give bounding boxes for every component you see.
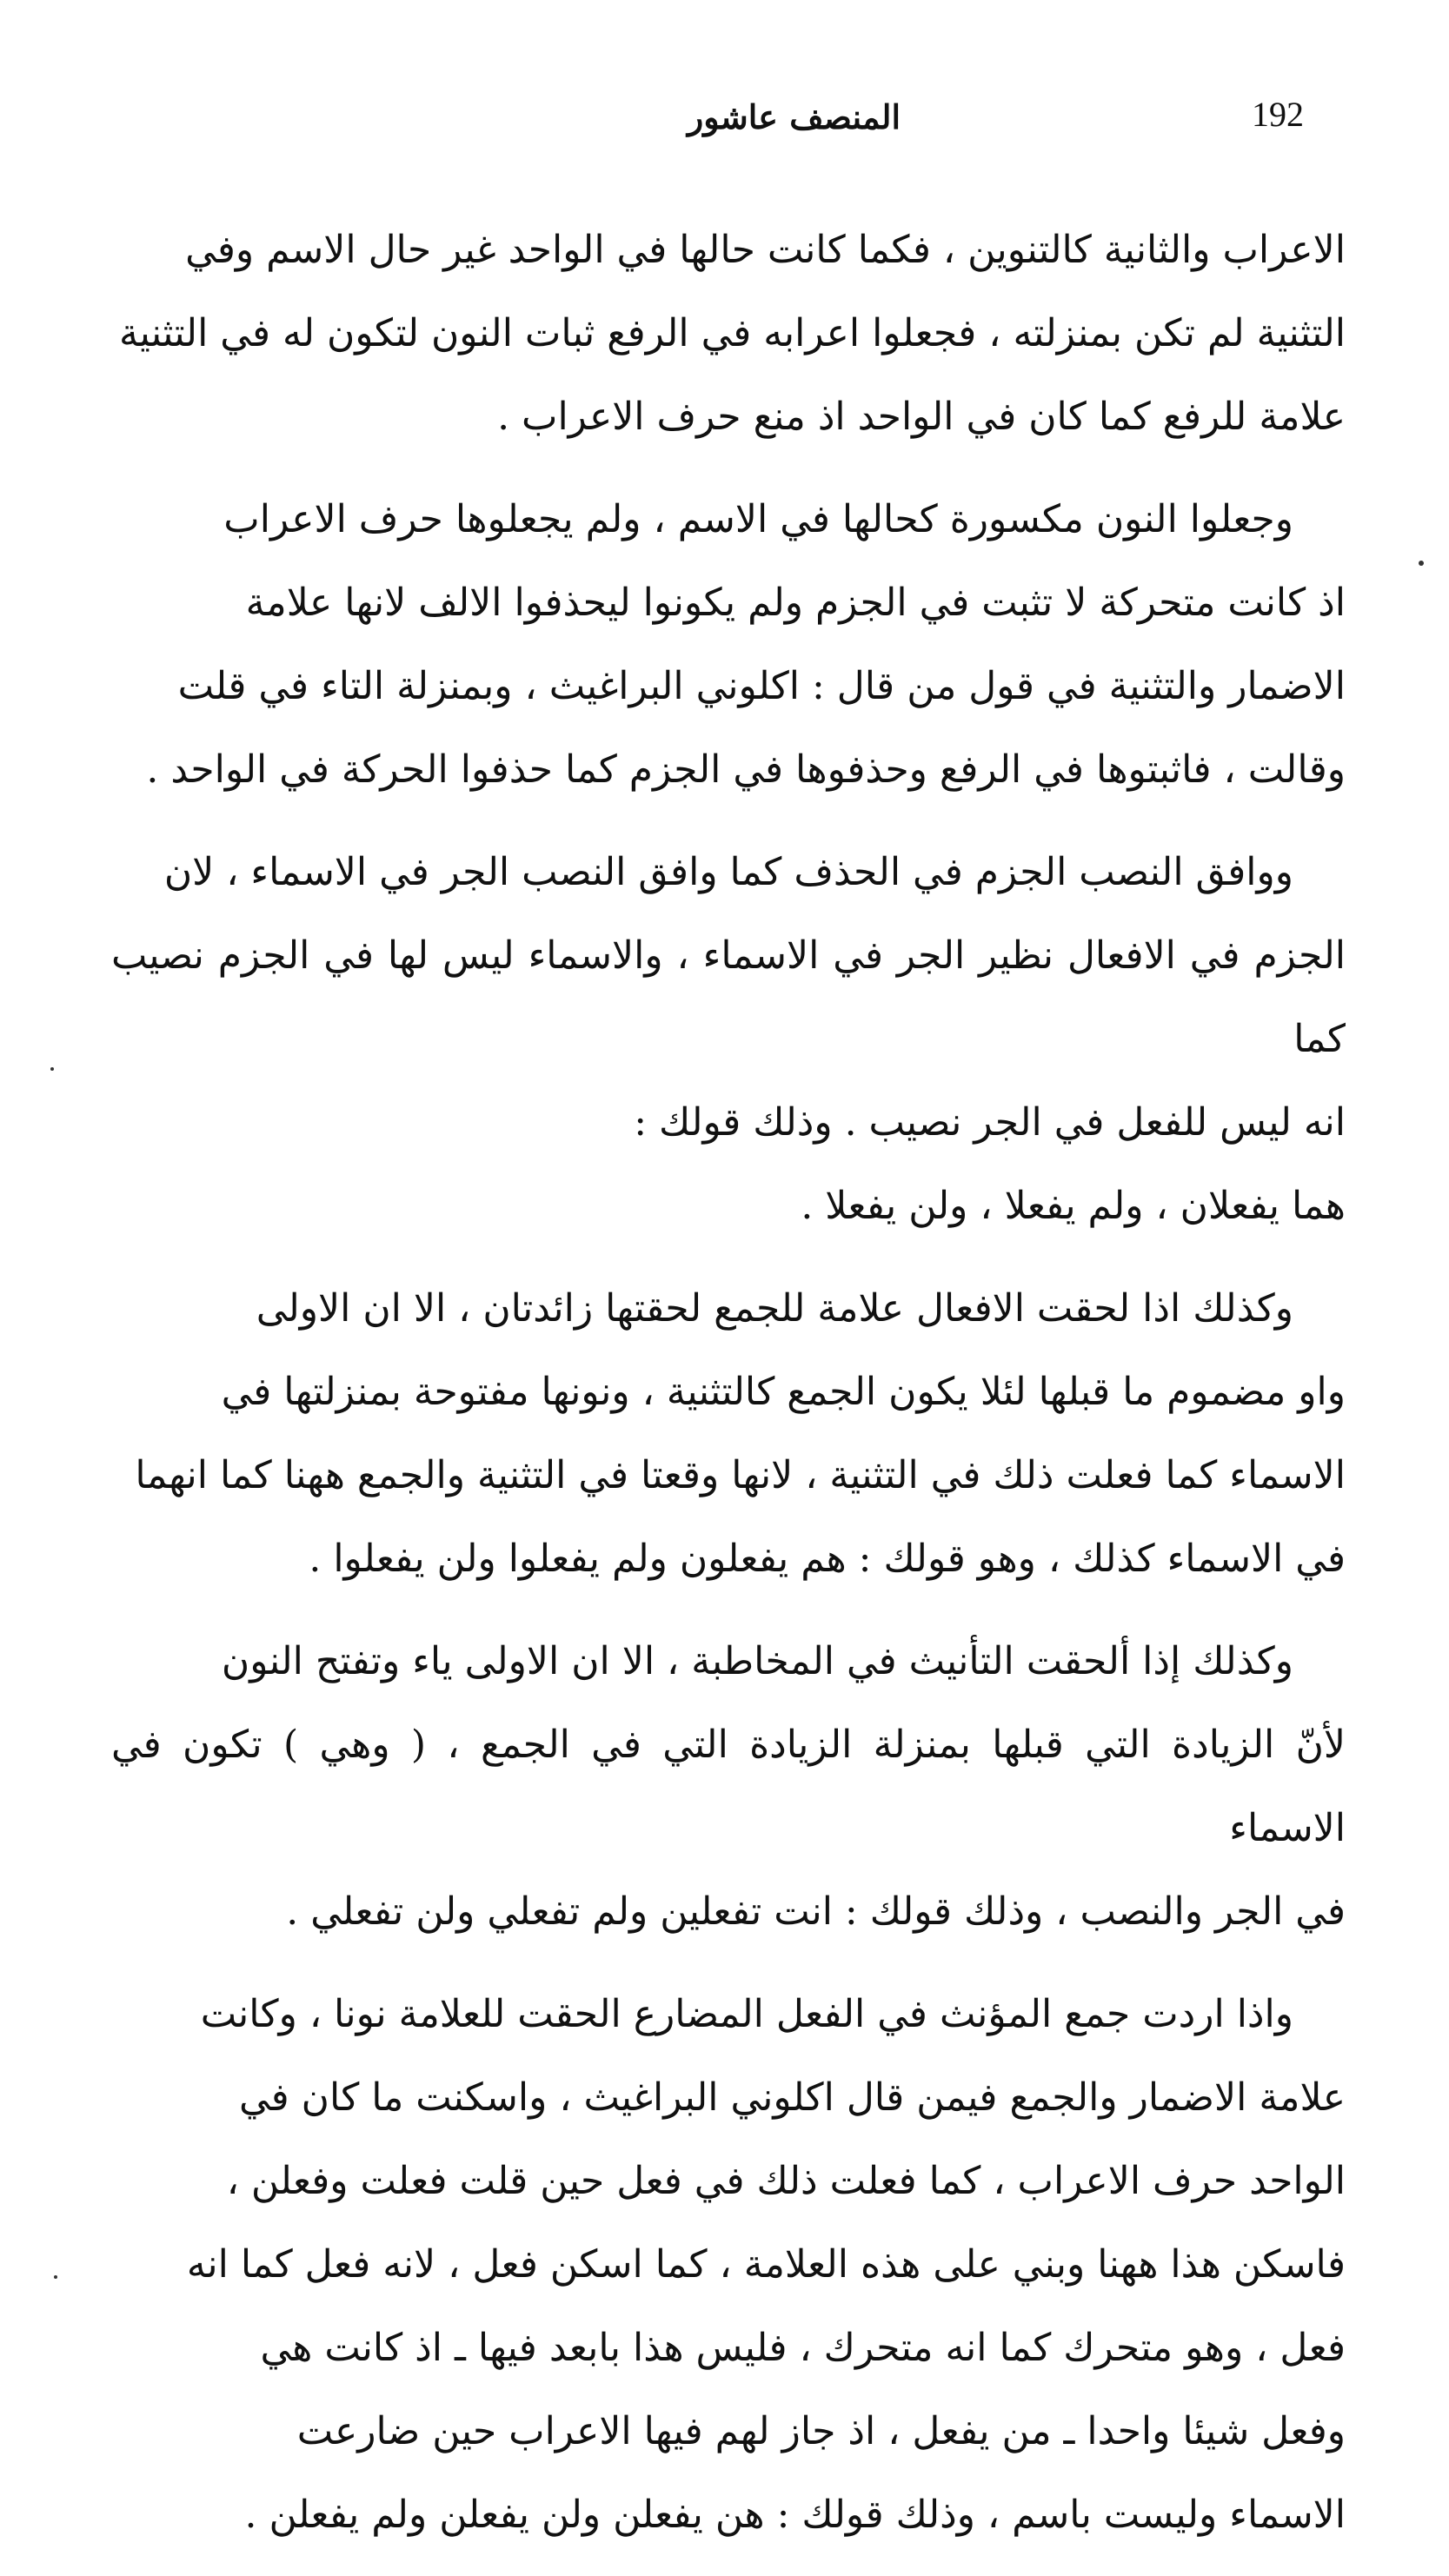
text-line: وكذلك إذا ألحقت التأنيث في المخاطبة ، الا ان الاولى ياء وتفتح النون [221,1639,1293,1683]
text-line: الاسماء كما فعلت ذلك في التثنية ، لانها وقعتا في التثنية والجمع ههنا كما انهما [135,1453,1346,1497]
text-line: وجعلوا النون مكسورة كحالها في الاسم ، ولم يجعلوها حرف الاعراب [223,497,1293,541]
text-line: لأنّ الزيادة التي قبلها بمنزلة الزيادة التي في الجمع ، ( وهي ) تكون في الاسماء [111,1723,1346,1850]
paragraph-5 [111,1620,1346,1954]
text-line: ووافق النصب الجزم في الحذف كما وافق النصب الجر في الاسماء ، لان [163,850,1293,894]
text-line: الاسماء وليست باسم ، وذلك قولك : هن يفعلن ولن يفعلن ولم يفعلن . [244,2493,1346,2537]
text-line: الاعراب والثانية كالتنوين ، فكما كانت حالها في الواحد غير حال الاسم وفي [185,228,1346,272]
text-line: واو مضموم ما قبلها لئلا يكون الجمع كالتثنية ، ونونها مفتوحة بمنزلتها في [221,1370,1346,1414]
text-line: علامة الاضمار والجمع فيمن قال اكلوني البراغيث ، واسكنت ما كان في [238,2075,1346,2120]
text-line: في الاسماء كذلك ، وهو قولك : هم يفعلون ولم يفعلوا ولن يفعلوا . [309,1537,1346,1581]
scan-speck [1419,561,1424,566]
scan-speck [50,1067,54,1071]
text-line: اذ كانت متحركة لا تثبت في الجزم ولم يكونوا ليحذفوا الالف لانها علامة [245,581,1346,625]
text-line: وقالت ، فاثبتوها في الرفع وحذفوها في الجزم كما حذفوا الحركة في الواحد . [146,747,1346,792]
scan-speck [54,2275,57,2279]
text-line: علامة للرفع كما كان في الواحد اذ منع حرف الاعراب . [497,395,1346,439]
paragraph-4 [111,1267,1346,1601]
text-line: الاضمار والتثنية في قول من قال : اكلوني البراغيث ، وبمنزلة التاء في قلت [177,664,1346,708]
text-line: فعل ، وهو متحرك كما انه متحرك ، فليس هذا بابعد فيها ـ اذ كانت هي [260,2326,1346,2370]
text-line: واذا اردت جمع المؤنث في الفعل المضارع الحقت للعلامة نونا ، وكانت [200,1992,1293,2036]
running-title: المنصف عاشور [687,97,901,136]
paragraph-2 [111,478,1346,812]
text-line: هما يفعلان ، ولم يفعلا ، ولن يفعلا . [801,1184,1346,1228]
text-line: الجزم في الافعال نظير الجر في الاسماء ، والاسماء ليس لها في الجزم نصيب كما [111,933,1346,1061]
text-line: وفعل شيئا واحدا ـ من يفعل ، اذ جاز لهم فيها الاعراب حين ضارعت [296,2409,1346,2453]
paragraph-1 [111,209,1346,459]
text-line: انه ليس للفعل في الجر نصيب . وذلك قولك : [634,1100,1346,1145]
text-line: الواحد حرف الاعراب ، كما فعلت ذلك في فعل حين قلت فعلت وفعلن ، [226,2159,1346,2203]
paragraph-6 [111,1973,1346,2557]
text-line: في الجر والنصب ، وذلك قولك : انت تفعلين ولم تفعلي ولن تفعلي . [286,1889,1346,1934]
text-line: وكذلك اذا لحقت الافعال علامة للجمع لحقتها زائدتان ، الا ان الاولى [256,1286,1293,1331]
page-number: 192 [1252,95,1304,134]
paragraph-3 [111,831,1346,1248]
text-line: التثنية لم تكن بمنزلته ، فجعلوا اعرابه في الرفع ثبات النون لتكون له في التثنية [118,311,1346,355]
text-line: فاسكن هذا ههنا وبني على هذه العلامة ، كما اسكن فعل ، لانه فعل كما انه [186,2242,1346,2287]
body-text [111,209,1346,2576]
